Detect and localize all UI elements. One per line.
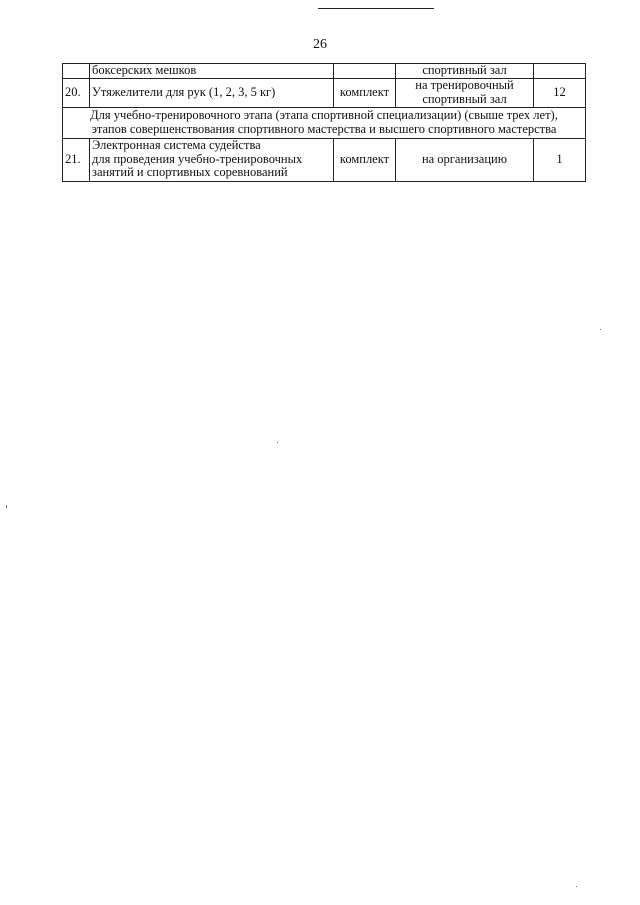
section-heading-line: этапов совершенствования спортивного мастерства и высшего спортивного мастерства <box>91 121 557 136</box>
page-number: 26 <box>313 37 327 52</box>
section-heading <box>63 107 586 138</box>
top-rule <box>318 8 434 9</box>
row-number: 21. <box>63 138 90 181</box>
row-number <box>63 64 90 79</box>
item-unit: комплект <box>334 138 396 181</box>
row-number: 20. <box>63 78 90 107</box>
item-place: на организацию <box>396 138 534 181</box>
item-place <box>396 78 534 107</box>
equipment-table <box>62 63 586 182</box>
section-heading-line: Для учебно-тренировочного этапа (этапа спортивной специализации) (свыше трех лет), <box>90 108 558 122</box>
item-name-line: Электронная система судейства <box>92 138 261 153</box>
item-name: Утяжелители для рук (1, 2, 3, 5 кг) <box>90 78 334 107</box>
scan-speck <box>6 505 7 508</box>
scan-speck <box>600 329 601 330</box>
scan-speck <box>277 442 278 443</box>
section-row <box>63 107 586 138</box>
scan-speck <box>576 886 577 887</box>
item-name-line: занятий и спортивных соревнований <box>92 165 288 180</box>
item-quantity: 1 <box>534 138 586 181</box>
item-place-line: спортивный зал <box>422 91 507 106</box>
table-row <box>63 78 586 107</box>
item-place-line: на тренировочный <box>415 78 514 92</box>
item-name <box>90 138 334 181</box>
item-name: боксерских мешков <box>90 64 334 79</box>
table-row <box>63 138 586 181</box>
item-quantity: 12 <box>534 78 586 107</box>
item-quantity <box>534 64 586 79</box>
item-unit: комплект <box>334 78 396 107</box>
item-unit <box>334 64 396 79</box>
table-row <box>63 64 586 79</box>
item-name-line: для проведения учебно-тренировочных <box>92 151 303 166</box>
item-place: спортивный зал <box>396 64 534 79</box>
